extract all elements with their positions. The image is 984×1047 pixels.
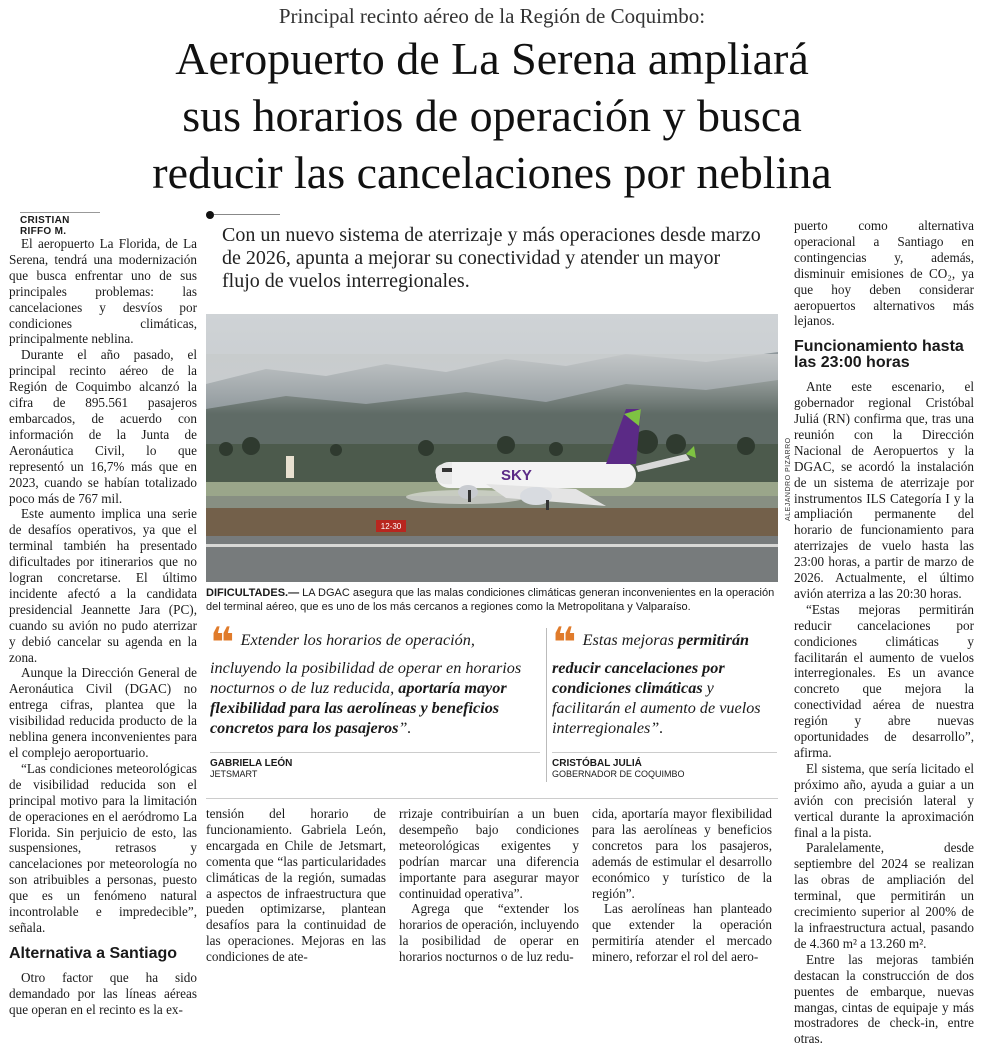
headline (20, 30, 964, 201)
paragraph: Aunque la Dirección General de Aeronáutica Civil (DGAC) no entrega cifras, plantea que la visibilidad reducida producto de la neblina genera inconvenientes para el complejo aeroportuario. (9, 665, 197, 760)
headline-line-3: reducir las cancelaciones por neblina (152, 147, 832, 198)
paragraph: Las aerolíneas han planteado que extender la operación permitiría atender el mercado minero, reforzar el rol del aero- (592, 901, 772, 965)
airport-photo (206, 314, 778, 582)
quote-text: Estas mejoras (582, 631, 678, 649)
paragraph: tensión del horario de funcionamiento. Gabriela León, encargada en Chile de Jetsmart, comenta que “las particularidades climáticas de la región, sumadas a aspectos de infraestructura que pueden optimizarse, plantean desafíos para la continuidad de las operaciones. Mejoras en las condiciones de ate- (206, 806, 386, 965)
quote-divider (210, 752, 540, 753)
paragraph: Durante el año pasado, el principal recinto aéreo de la Región de Coquimbo alcanzó la cifra de 895.561 pasajeros embarcados, de acuerdo con información de la Junta de Aeronáutica Civil, lo que representó un 16,7% más que en 2023, cuando se habían totalizado poco más de 767 mil. (9, 347, 197, 506)
quote-author-name: GABRIELA LEÓN (210, 758, 293, 769)
quote-end: ”. (398, 719, 412, 737)
body-column-4 (592, 806, 772, 965)
deck-bullet (206, 211, 214, 219)
body-column-2 (206, 806, 386, 965)
quote-end: y facilitarán el aumento de vuelos interregionales”. (552, 679, 761, 737)
subheading-alternativa: Alternativa a Santiago (9, 944, 178, 962)
paragraph: puerto como alternativa operacional a Santiago en contingencias y, además, disminuir emisiones de CO₂, ya que hoy deben considerar aeropuertos alternativos más lejanos. (794, 218, 974, 329)
quote-separator (546, 628, 547, 782)
paragraph: Ante este escenario, el gobernador regional Cristóbal Juliá (RN) confirma que, tras una reunión con la Dirección Nacional de Aeropuertos y la DGAC, se acordó la instalación de un sistema de aterrizaje por instrumentos ILS Categoría I y la ampliación permanente del horario de funcionamiento para aterrizajes de vuelo hasta las 23:00 horas, a partir de marzo de 2026. Actualmente, el último avión aterriza a las 20:30 horas. (794, 379, 974, 601)
quote-divider (552, 752, 777, 753)
paragraph: Otro factor que ha sido demandado por las líneas aéreas que operan en el recinto es la ex- (9, 969, 197, 1017)
photo-illustration (206, 314, 778, 582)
quote-highlight: aportaría mayor flexibilidad para las aerolíneas y beneficios concretos para los pasajeros (210, 679, 507, 737)
quote-author-name: CRISTÓBAL JULIÁ (552, 758, 642, 769)
body-column-1 (9, 236, 197, 1018)
quote-mark-icon: ❝ (552, 618, 577, 667)
pull-quote-julia (552, 618, 777, 738)
quote-mark-icon: ❝ (210, 618, 235, 667)
airline-logo: SKY (501, 467, 532, 484)
quote-attribution-leon (210, 758, 292, 780)
paragraph: “Las condiciones meteorológicas de visibilidad reducida son el principal motivo para la limitación de operaciones en el aeródromo La Florida. Sin perjuicio de esto, las suspensiones, retrasos y cancelaciones por meteorología no son atribuibles a personas, puesto que es un fenómeno natural incontrolable e impredecible”, señala. (9, 760, 197, 935)
quote-highlight: permitirán reducir cancelaciones por condiciones climáticas (552, 631, 750, 697)
caption-text: LA DGAC asegura que las malas condiciones climáticas generan inconvenientes en la operación del terminal aéreo, que es uno de los más cercanos a regiones como la Metropolitana y Valparaíso. (206, 587, 775, 613)
paragraph: cida, aportaría mayor flexibilidad para las aerolíneas y beneficios concretos para los pasajeros, además de estimular el desarrollo económico y turístico de la región”. (592, 806, 772, 901)
subheading-funcionamiento: Funcionamiento hasta las 23:00 horas (794, 338, 964, 372)
paragraph: rrizaje contribuirían a un buen desempeño bajo condiciones meteorológicas exigentes y podrían marcar una diferencia importante para asegurar mayor continuidad operativa”. (399, 806, 579, 901)
paragraph: “Estas mejoras permitirán reducir cancelaciones por condiciones climáticas y facilitarán el aumento de vuelos interregionales. Es un avance concreto que mejora la conectividad aérea de nuestra región y abre nuevas oportunidades de desarrollo”, afirma. (794, 601, 974, 760)
quote-text: Extender los horarios de operación, incluyendo la posibilidad de operar en horarios nocturnos o de luz reducida, (210, 631, 522, 697)
body-column-5 (794, 218, 974, 1047)
quote-attribution-julia (552, 758, 685, 780)
photo-caption (206, 586, 778, 614)
pull-quote-leon (210, 618, 540, 738)
deck: Con un nuevo sistema de aterrizaje y más operaciones desde marzo de 2026, apunta a mejorar su conectividad y atender un mayor flujo de vuelos interregionales. (222, 224, 761, 292)
paragraph: Agrega que “extender los horarios de operación, incluyendo la posibilidad de operar en horarios nocturnos o de luz redu- (399, 901, 579, 965)
runway-sign-text: 12-30 (380, 522, 402, 531)
body-column-3 (399, 806, 579, 965)
paragraph: El sistema, que sería licitado el próximo año, ayuda a guiar a un avión con precisión lateral y vertical durante la aproximación final a la pista. (794, 760, 974, 840)
quote-author-role: GOBERNADOR DE COQUIMBO (552, 769, 685, 779)
section-divider (206, 798, 778, 799)
byline: CRISTIAN RIFFO M. (20, 212, 100, 237)
photo-credit: ALEJANDRO PIZARRO (785, 437, 792, 521)
paragraph: El aeropuerto La Florida, de La Serena, tendrá una modernización que busca enfrentar uno de sus principales problemas: las cancelaciones y desvíos por condiciones climáticas, principalmente neblina. (9, 236, 197, 347)
quote-author-role: JETSMART (210, 769, 258, 779)
caption-label: DIFICULTADES.— (206, 587, 300, 599)
paragraph: Este aumento implica una serie de desafíos operativos, ya que el terminal también ha presentado dificultades por itinerarios que no logran concretarse. El último incidente afectó a la candidata presidencial Jeannette Jara (PC), cuando su avión no pudo aterrizar y debió cancelar su agenda en la zona. (9, 506, 197, 665)
paragraph: Paralelamente, desde septiembre del 2024 se realizan las obras de ampliación del terminal, que permitirán un crecimiento superior al 200% de la infraestructura actual, pasando de 4.360 m² a 13.260 m². (794, 840, 974, 951)
kicker: Principal recinto aéreo de la Región de Coquimbo: (278, 4, 706, 28)
headline-line-1: Aeropuerto de La Serena ampliará (175, 33, 809, 84)
headline-line-2: sus horarios de operación y busca (182, 90, 802, 141)
paragraph: Entre las mejoras también destacan la construcción de dos puentes de embarque, nuevas mangas, cintas de equipaje y más mostradores de check-in, entre otras. (794, 951, 974, 1047)
deck-rule (214, 214, 280, 215)
